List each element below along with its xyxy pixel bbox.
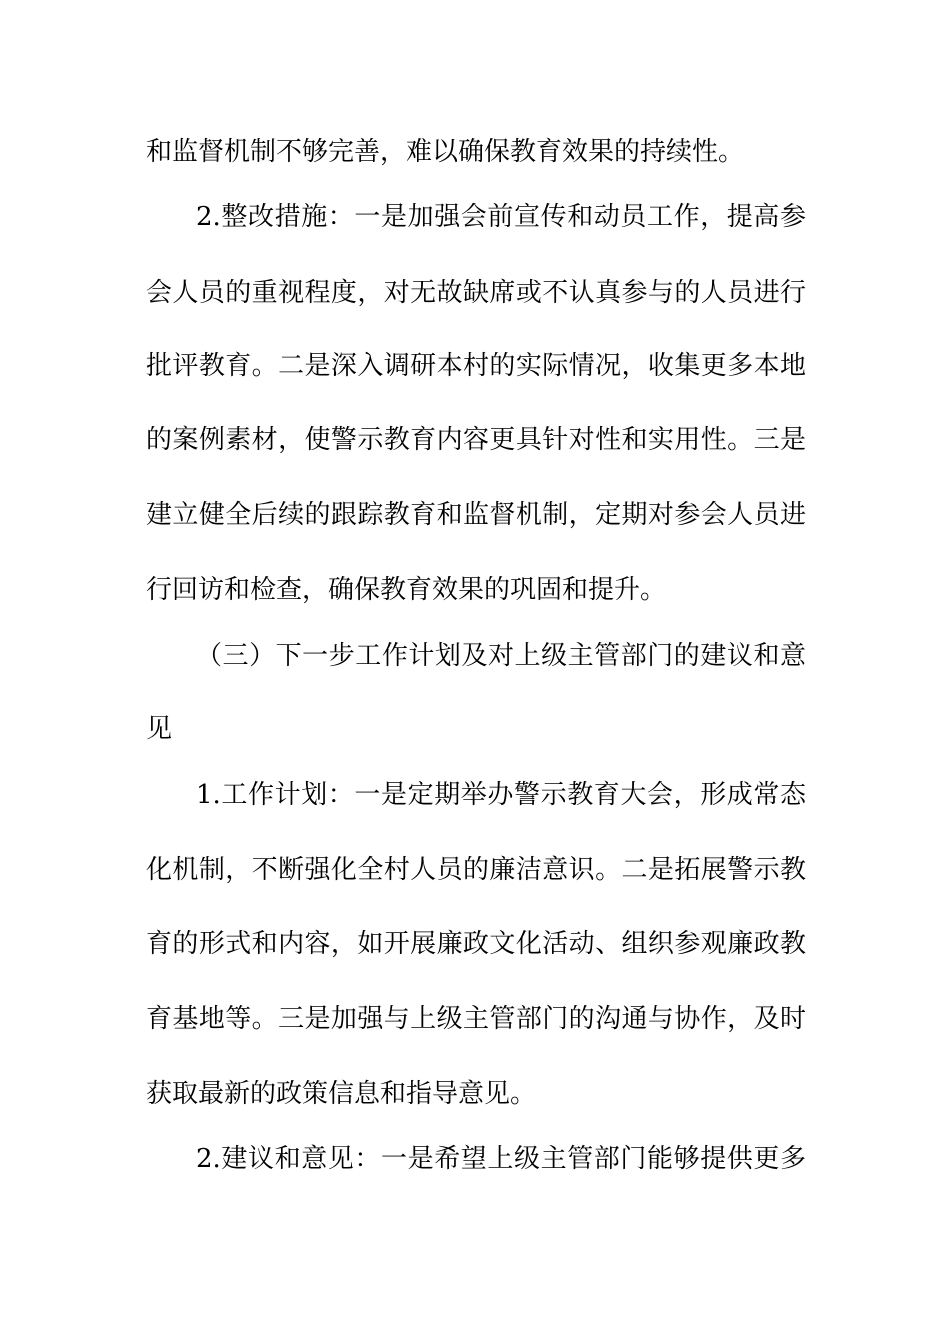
text-line: 会人员的重视程度，对无故缺席或不认真参与的人员进行 [146, 278, 806, 308]
section-heading: （三）下一步工作计划及对上级主管部门的建议和意 [196, 641, 806, 671]
text-line: 建立健全后续的跟踪教育和监督机制，定期对参会人员进 [146, 500, 806, 530]
text-line: 1.工作计划：一是定期举办警示教育大会，形成常态 [196, 780, 806, 810]
section-heading: 见 [146, 714, 173, 744]
text-line: 化机制，不断强化全村人员的廉洁意识。二是拓展警示教 [146, 855, 806, 885]
text-line: 育的形式和内容，如开展廉政文化活动、组织参观廉政教 [146, 929, 806, 959]
text-line: 获取最新的政策信息和指导意见。 [146, 1079, 537, 1109]
text-line: 和监督机制不够完善，难以确保教育效果的持续性。 [146, 137, 745, 167]
text-line: 育基地等。三是加强与上级主管部门的沟通与协作，及时 [146, 1004, 806, 1034]
text-line: 行回访和检查，确保教育效果的巩固和提升。 [146, 575, 667, 605]
text-line: 2.建议和意见：一是希望上级主管部门能够提供更多 [196, 1144, 806, 1174]
text-line: 批评教育。二是深入调研本村的实际情况，收集更多本地 [146, 351, 806, 381]
text-line: 的案例素材，使警示教育内容更具针对性和实用性。三是 [146, 425, 806, 455]
text-line: 2.整改措施：一是加强会前宣传和动员工作，提高参 [196, 202, 806, 232]
